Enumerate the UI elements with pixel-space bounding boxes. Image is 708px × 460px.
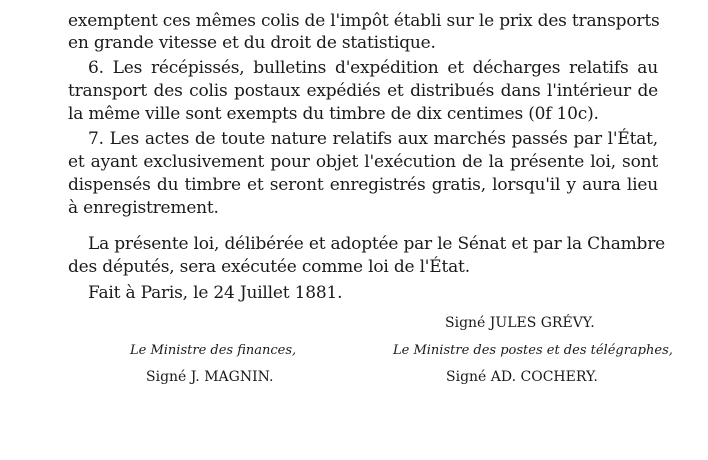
postes-minister-signature: Signé AD. COCHERY. — [446, 369, 598, 385]
text-line-2: en grande vitesse et du droit de statistique. — [68, 33, 436, 53]
article-6-line-3: la même ville sont exempts du timbre de dix centimes (0f 10c). — [68, 104, 599, 124]
article-7-line-1: 7. Les actes de toute nature relatifs aux marchés passés par l'État, — [88, 129, 658, 149]
promulgation-line-2: des députés, sera exécutée comme loi de l'État. — [68, 257, 470, 277]
article-7-line-2: et ayant exclusivement pour objet l'exécution de la présente loi, sont — [68, 152, 658, 172]
article-6-line-1: 6. Les récépissés, bulletins d'expédition et décharges relatifs au — [88, 58, 658, 78]
promulgation-line-1: La présente loi, délibérée et adoptée par le Sénat et par la Chambre — [88, 234, 666, 254]
postes-minister-title: Le Ministre des postes et des télégraphes, — [393, 343, 673, 358]
finance-minister-title: Le Ministre des finances, — [130, 343, 297, 358]
date-line: Fait à Paris, le 24 Juillet 1881. — [88, 283, 343, 303]
president-signature: Signé JULES GRÉVY. — [445, 315, 595, 331]
article-7-line-4: à enregistrement. — [68, 198, 219, 218]
text-line-1: exemptent ces mêmes colis de l'impôt établi sur le prix des transports — [68, 11, 660, 31]
article-7-line-3: dispensés du timbre et seront enregistrés gratis, lorsqu'il y aura lieu — [68, 175, 658, 195]
article-6-line-2: transport des colis postaux expédiés et distribués dans l'intérieur de — [68, 81, 658, 101]
finance-minister-signature: Signé J. MAGNIN. — [146, 369, 274, 385]
